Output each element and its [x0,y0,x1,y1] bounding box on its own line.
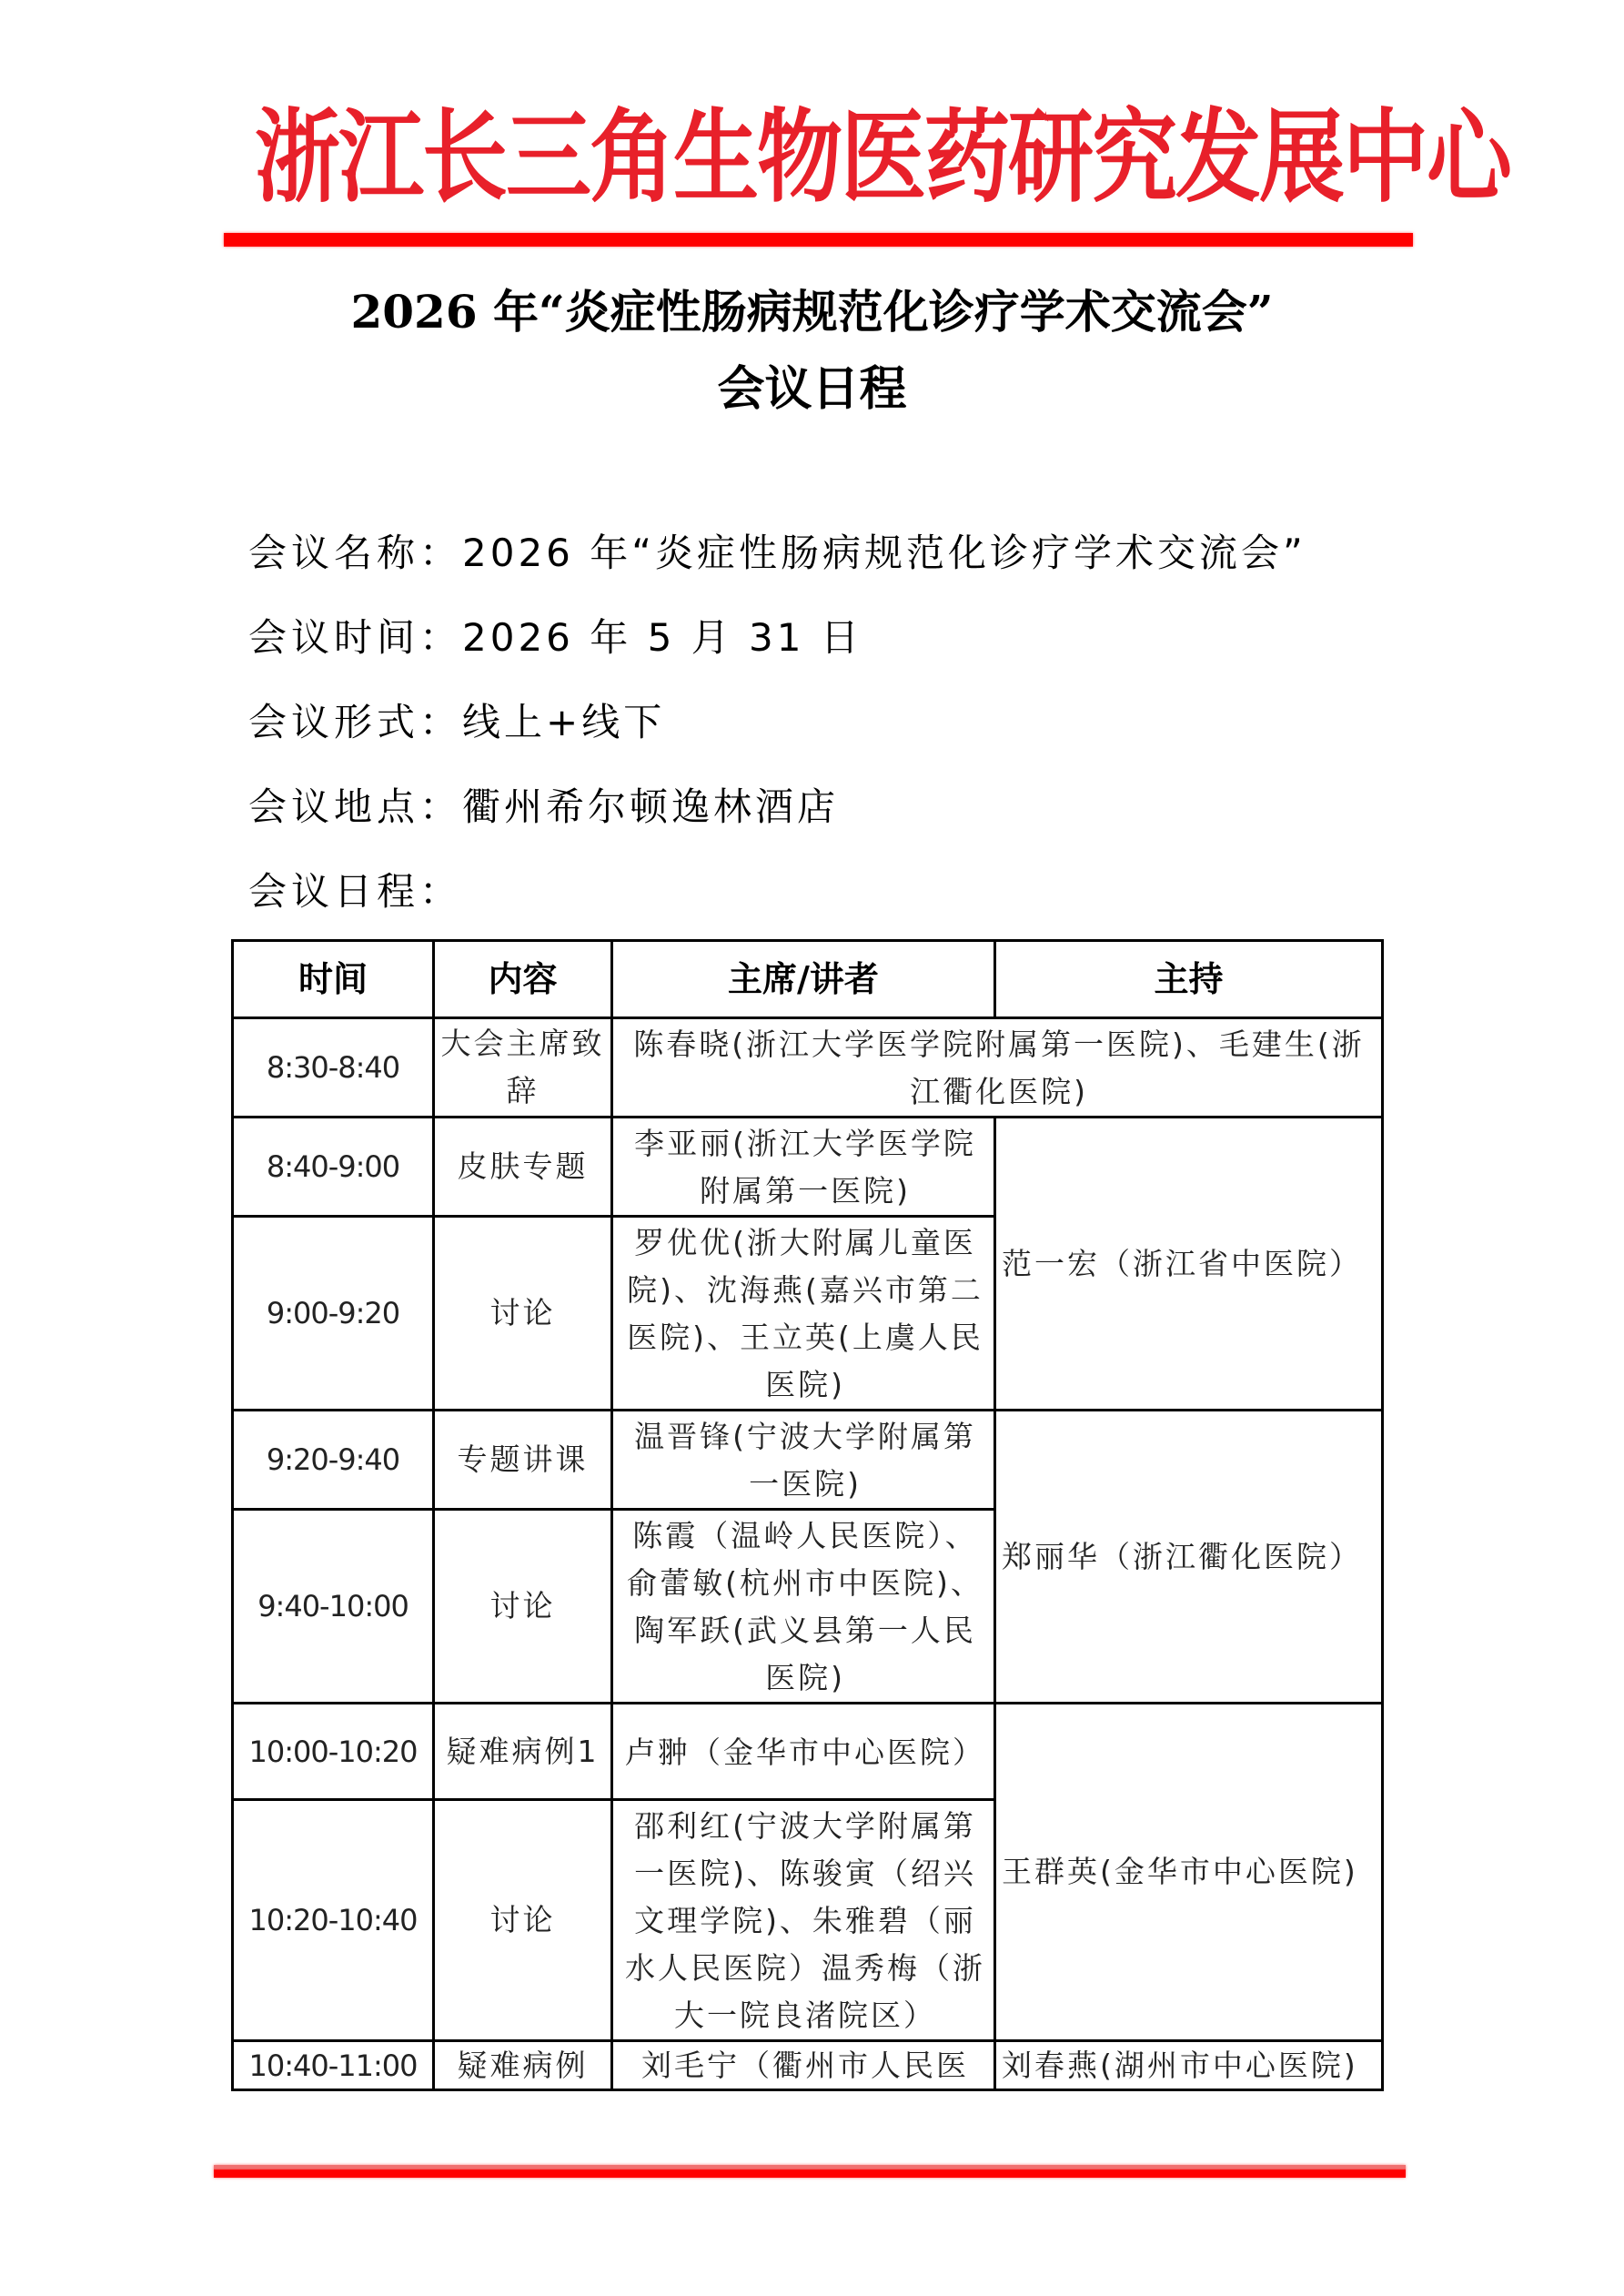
row-content: 讨论 [434,1800,612,2041]
row-content: 疑难病例1 [434,1704,612,1800]
row-speaker: 邵利红(宁波大学附属第一医院)、陈骏寅（绍兴文理学院)、朱雅碧（丽水人民医院）温秀梅（浙大一院良渚院区） [612,1800,995,2041]
header-speaker: 主席/讲者 [612,941,995,1018]
row-content: 皮肤专题 [434,1118,612,1217]
info-label: 会议时间： [248,615,463,660]
info-value: 衢州希尔顿逸林酒店 [462,784,840,829]
table-row [233,1018,1383,1118]
row-content: 讨论 [434,1217,612,1411]
info-meeting-format [248,700,665,745]
info-label: 会议名称： [248,531,463,575]
row-time: 9:00-9:20 [233,1217,434,1411]
footer-rule [214,2165,1406,2178]
header-time: 时间 [233,941,434,1018]
info-label: 会议日程： [248,869,463,914]
row-speaker: 陈春晓(浙江大学医学院附属第一医院)、毛建生(浙江衢化医院) [612,1018,1383,1118]
row-time: 10:40-11:00 [233,2041,434,2090]
info-value: 线上+线下 [462,700,666,744]
info-label: 会议地点： [248,784,463,829]
row-time: 9:20-9:40 [233,1411,434,1510]
info-label: 会议形式： [248,700,463,744]
row-time: 10:00-10:20 [233,1704,434,1800]
row-speaker: 温晋锋(宁波大学附属第一医院) [612,1411,995,1510]
table-row [233,2041,1383,2090]
row-time: 8:40-9:00 [233,1118,434,1217]
row-host: 王群英(金华市中心医院) [995,1704,1383,2041]
table-row [233,1118,1383,1217]
row-host: 刘春燕(湖州市中心医院) [995,2041,1383,2090]
row-content: 讨论 [434,1510,612,1704]
header-host: 主持 [995,941,1383,1018]
row-content: 大会主席致辞 [434,1018,612,1118]
info-meeting-schedule [248,869,462,915]
info-value: 2026 年“炎症性肠病规范化诊疗学术交流会” [462,531,1306,575]
row-speaker: 陈霞（温岭人民医院）、俞蕾敏(杭州市中医院)、陶军跃(武义县第一人民医院) [612,1510,995,1704]
document-title: 2026 年“炎症性肠病规范化诊疗学术交流会” [350,285,1274,339]
table-header-row [233,941,1383,1018]
row-time: 8:30-8:40 [233,1018,434,1118]
row-speaker: 刘毛宁（衢州市人民医 [612,2041,995,2090]
info-meeting-venue [248,784,839,830]
row-host: 郑丽华（浙江衢化医院） [995,1411,1383,1704]
info-value: 2026 年 5 月 31 日 [462,615,862,660]
table-row [233,1704,1383,1800]
letterhead-organization-name: 浙江长三角生物医药研究发展中心 [255,98,1511,217]
row-content: 专题讲课 [434,1411,612,1510]
info-meeting-time [248,615,862,661]
table-row [233,1411,1383,1510]
row-time: 10:20-10:40 [233,1800,434,2041]
row-speaker: 罗优优(浙大附属儿童医院)、沈海燕(嘉兴市第二医院)、王立英(上虞人民医院) [612,1217,995,1411]
document-subtitle: 会议日程 [717,361,907,417]
row-speaker: 李亚丽(浙江大学医学院附属第一医院) [612,1118,995,1217]
row-content: 疑难病例 [434,2041,612,2090]
header-content: 内容 [434,941,612,1018]
letterhead-top-rule [224,233,1413,247]
row-host: 范一宏（浙江省中医院） [995,1118,1383,1411]
schedule-table [231,939,1384,2091]
row-speaker: 卢翀（金华市中心医院） [612,1704,995,1800]
info-meeting-name [248,531,1306,576]
row-time: 9:40-10:00 [233,1510,434,1704]
